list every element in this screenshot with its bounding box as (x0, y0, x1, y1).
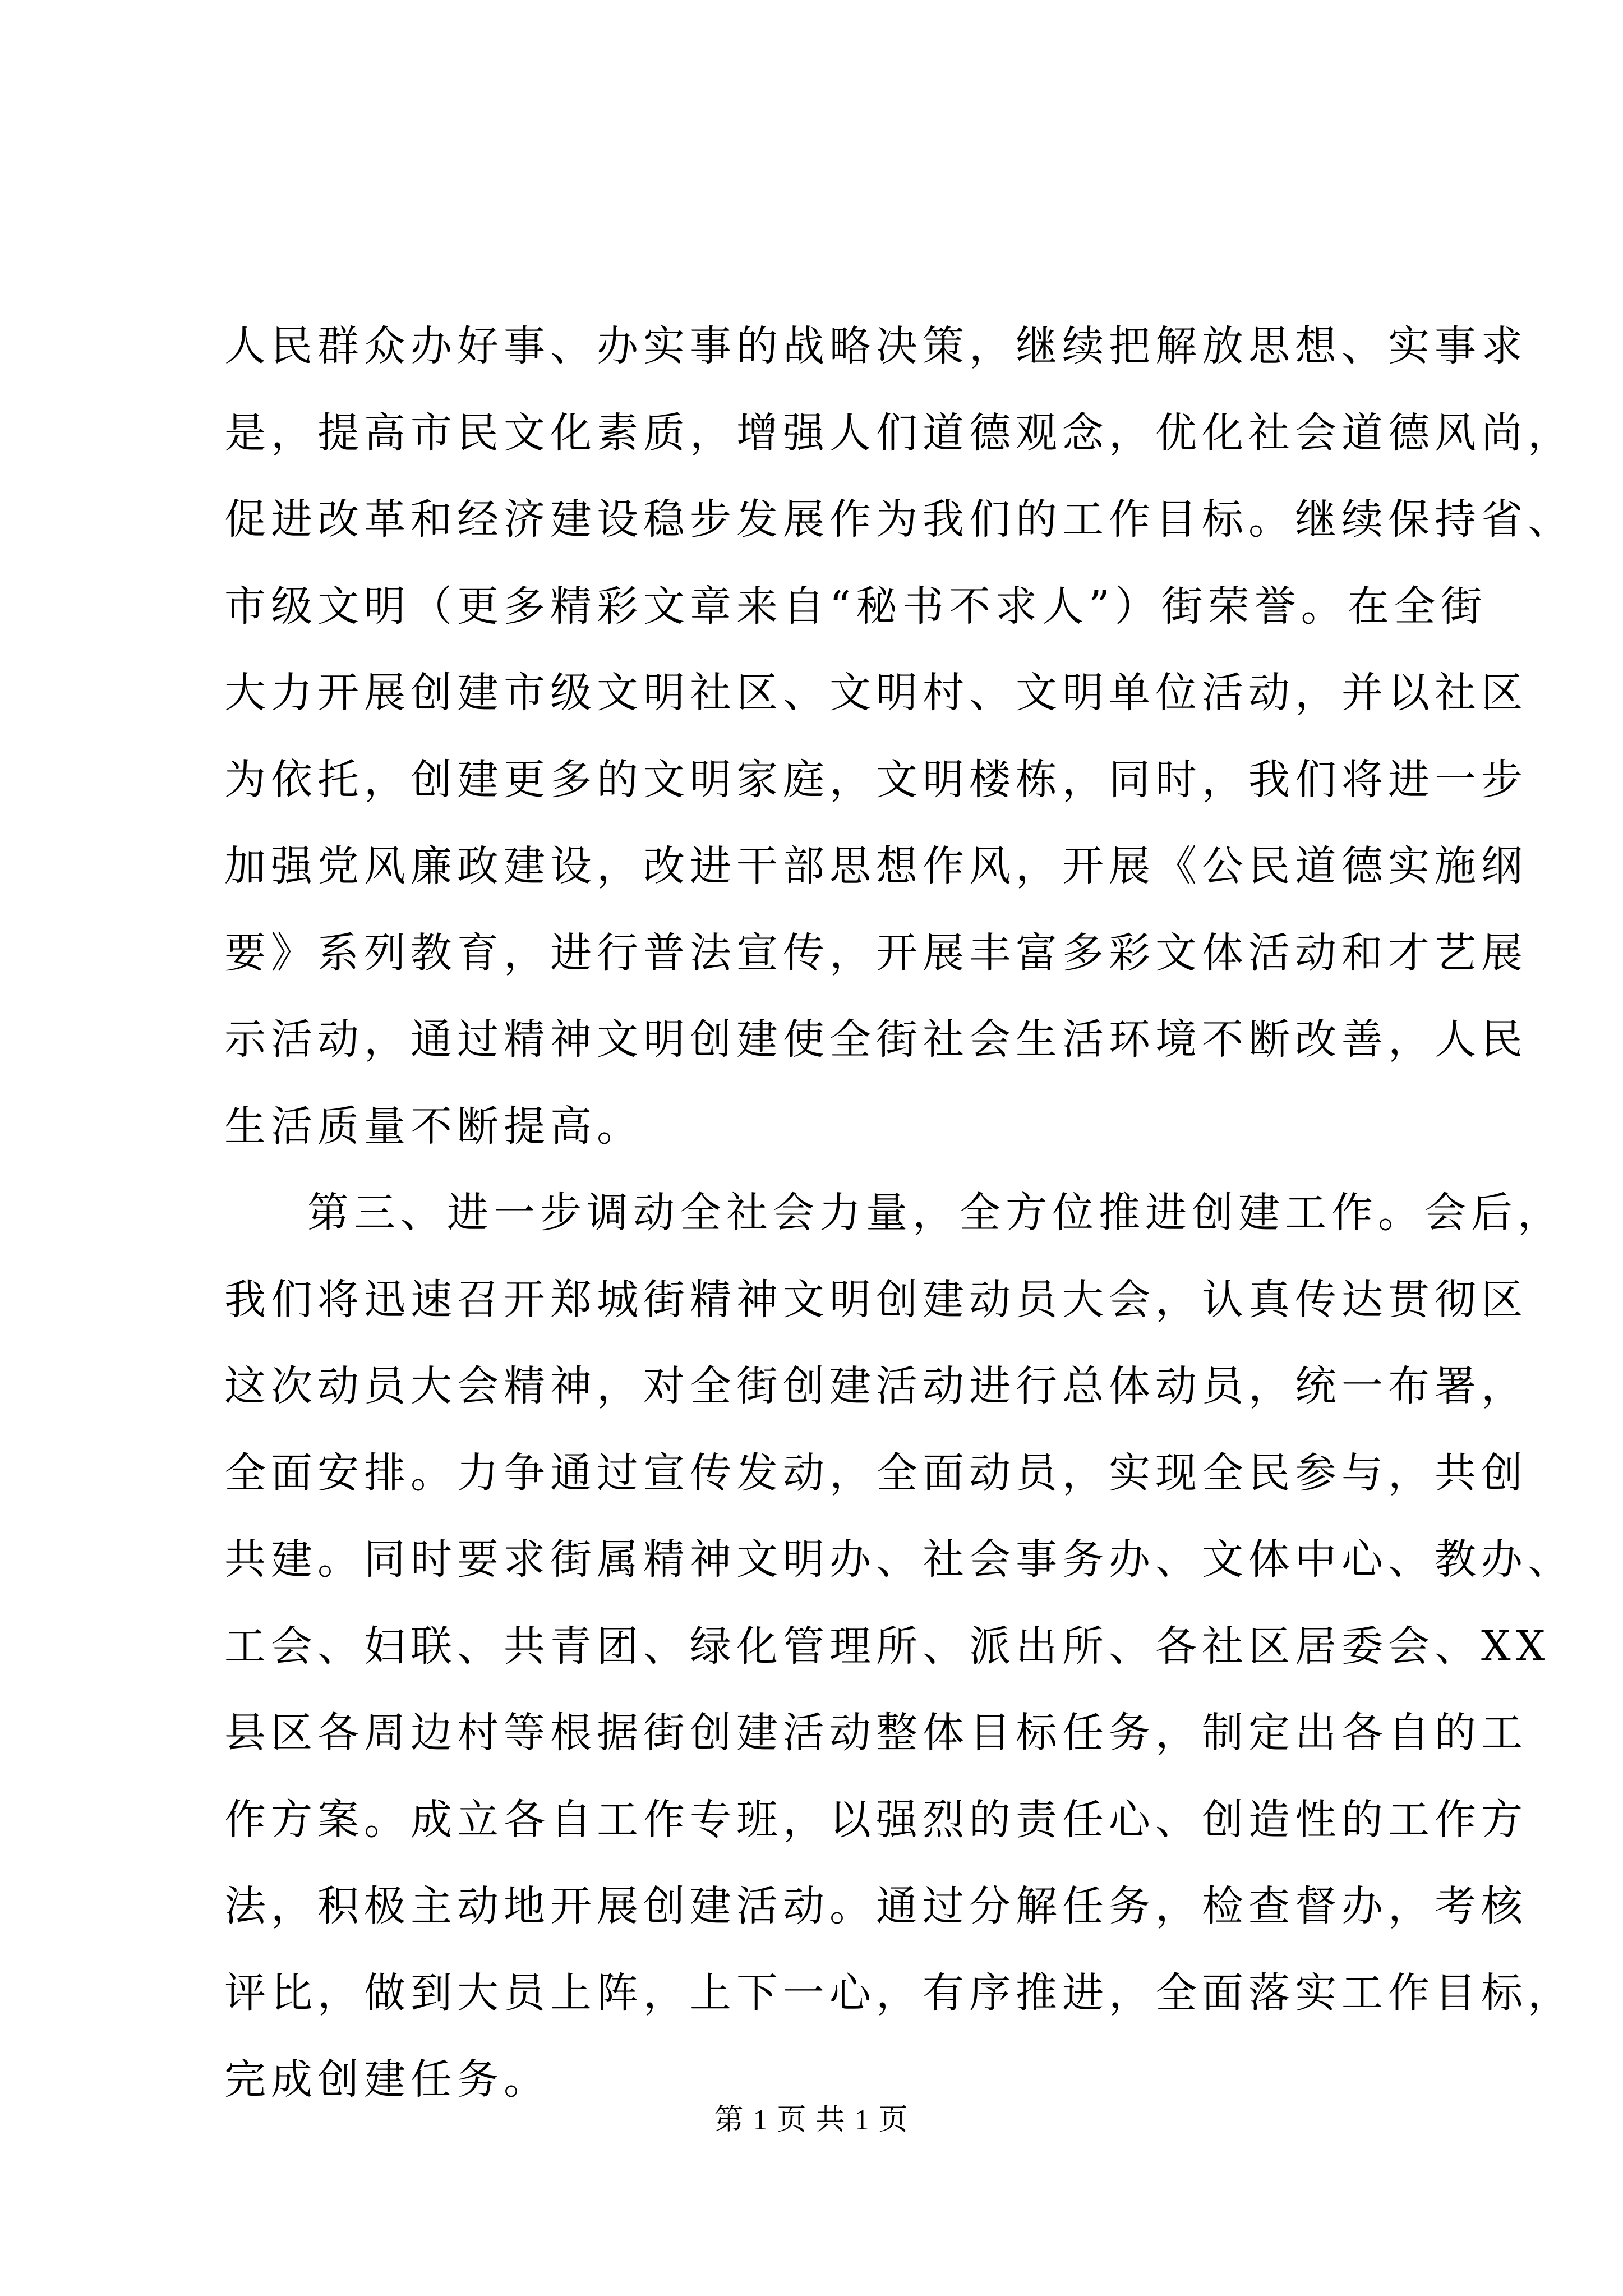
page-number: 第 1 页 共 1 页 (714, 2104, 909, 2136)
text-line: 法，积极主动地开展创建活动。通过分解任务，检查督办，考核 (224, 1882, 1528, 1930)
text-line: 为依托，创建更多的文明家庭，文明楼栋，同时，我们将进一步 (224, 755, 1528, 804)
text-line: 全面安排。力争通过宣传发动，全面动员，实现全民参与，共创 (224, 1448, 1528, 1497)
text-line: 生活质量不断提高。 (224, 1102, 643, 1151)
text-line: 这次动员大会精神，对全街创建活动进行总体动员，统一布署， (224, 1362, 1528, 1410)
text-line: 大力开展创建市级文明社区、文明村、文明单位活动，并以社区 (224, 669, 1528, 717)
text-line: 示活动，通过精神文明创建使全街社会生活环境不断改善，人民 (224, 1015, 1528, 1064)
text-line: 要》系列教育，进行普法宣传，开展丰富多彩文体活动和才艺展 (224, 928, 1528, 977)
text-line: 市级文明（更多精彩文章来自“秘书不求人”）街荣誉。在全街 (224, 582, 1487, 631)
text-line: 完成创建任务。 (224, 2055, 550, 2104)
text-line: 作方案。成立各自工作专班，以强烈的责任心、创造性的工作方 (224, 1795, 1528, 1844)
text-line: 是，提高市民文化素质，增强人们道德观念，优化社会道德风尚， (224, 408, 1574, 457)
text-line: 评比，做到大员上阵，上下一心，有序推进，全面落实工作目标， (224, 1968, 1574, 2017)
text-line: 共建。同时要求街属精神文明办、社会事务办、文体中心、教办、 (224, 1535, 1574, 1584)
text-line: 第三、进一步调动全社会力量，全方位推进创建工作。会后， (307, 1189, 1564, 1237)
body-text (224, 303, 1574, 2123)
text-line: 加强党风廉政建设，改进干部思想作风，开展《公民道德实施纲 (224, 842, 1528, 890)
text-line: 县区各周边村等根据街创建活动整体目标任务，制定出各自的工 (224, 1709, 1528, 1757)
paragraph-2 (224, 1170, 1574, 2123)
text-line: 人民群众办好事、办实事的战略决策，继续把解放思想、实事求 (224, 322, 1528, 370)
text-line: 促进改革和经济建设稳步发展作为我们的工作目标。继续保持省、 (224, 495, 1574, 544)
text-line: 工会、妇联、共青团、绿化管理所、派出所、各社区居委会、XX (224, 1622, 1551, 1671)
paragraph-1 (224, 303, 1574, 1170)
page-footer (0, 2101, 1623, 2140)
text-line: 我们将迅速召开郑城街精神文明创建动员大会，认真传达贯彻区 (224, 1275, 1528, 1324)
